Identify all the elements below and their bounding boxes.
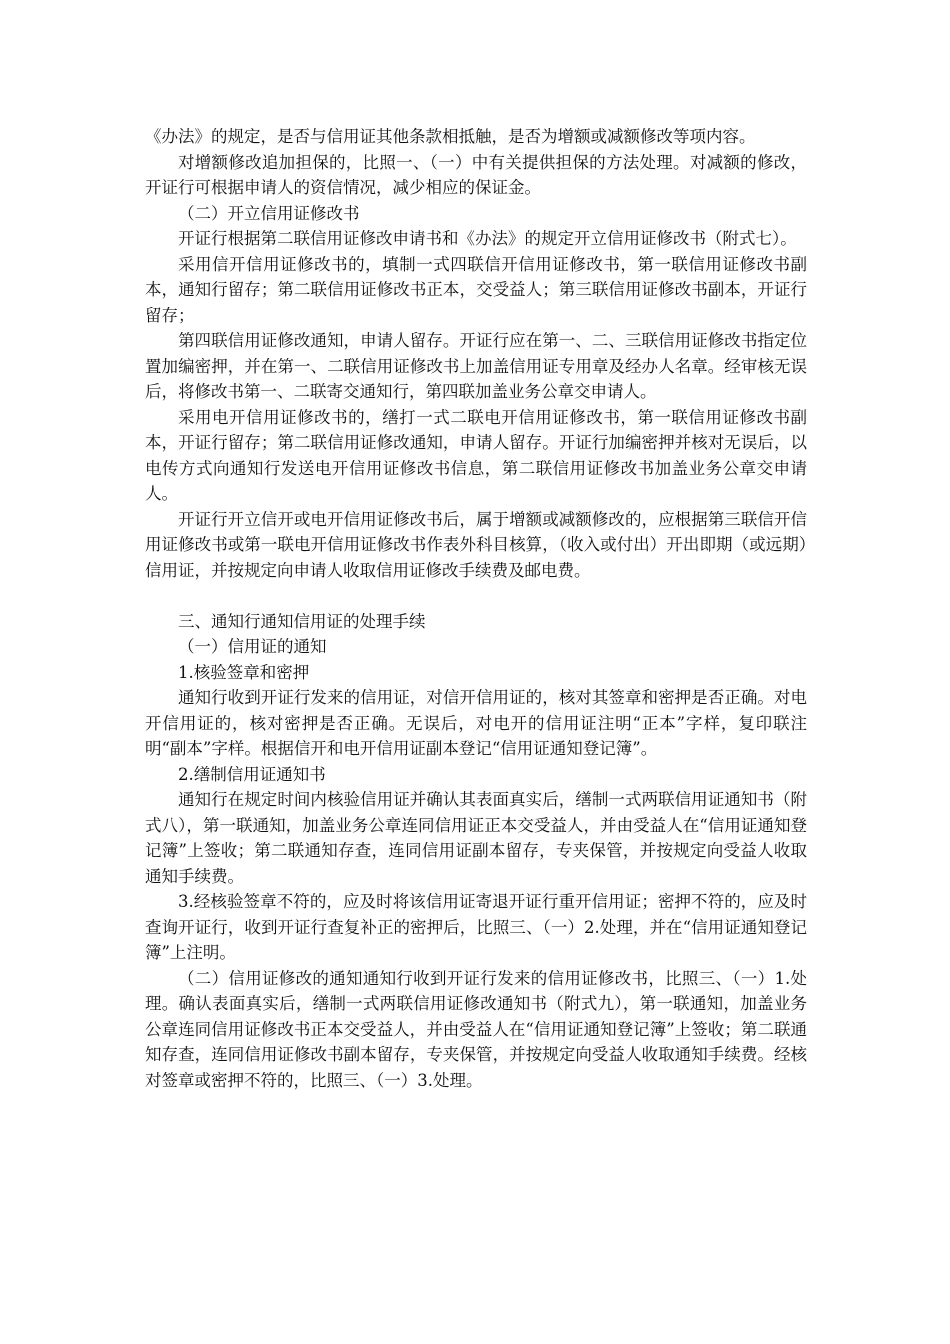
paragraph-verify-signature: 通知行收到开证行发来的信用证，对信开信用证的，核对其签章和密押是否正确。对电开信用证的，核对密押是否正确。无误后，对电开的信用证注明“正本”字样，复印联注明“副本”字样。根据信开和电开信用证副本登记“信用证通知登记簿”。 xyxy=(145,688,807,758)
paragraph-issue-amendment: 开证行根据第二联信用证修改申请书和《办法》的规定开立信用证修改书（附式七）。 xyxy=(178,229,797,248)
paragraph-spacer xyxy=(145,583,807,609)
paragraph-notice-preparation: 通知行在规定时间内核验信用证并确认其表面真实后，缮制一式两联信用证通知书（附式八），第一联通知，加盖业务公章连同信用证正本交受益人，并由受益人在“信用证通知登记簿”上签收；第二联通知存查，连同信用证副本留存，专夹保管，并按规定向受益人收取通知手续费。 xyxy=(145,790,807,886)
paragraph-fourth-copy: 第四联信用证修改通知，申请人留存。开证行应在第一、二、三联信用证修改书指定位置加编密押，并在第一、二联信用证修改书上加盖信用证专用章及经办人名章。经审核无误后，将修改书第一、二联寄交通知行，第四联加盖业务公章交申请人。 xyxy=(145,331,807,401)
subsection-heading-notification: （一）信用证的通知 xyxy=(178,637,327,656)
paragraph-mismatch-handling: 3.经核验签章不符的，应及时将该信用证寄退开证行重开信用证；密押不符的，应及时查询开证行，收到开证行查复补正的密押后，比照三、（一）2.处理，并在“信用证通知登记簿”上注明。 xyxy=(145,892,807,962)
item-heading-verify-signature: 1.核验签章和密押 xyxy=(178,662,310,682)
paragraph-amendment-notification: （二）信用证修改的通知通知行收到开证行发来的信用证修改书，比照三、（一）1.处理。确认表面真实后，缮制一式两联信用证修改通知书（附式九），第一联通知，加盖业务公章连同信用证修改书正本交受益人，并由受益人在“信用证通知登记簿”上签收；第二联通知存查，连同信用证修改书副本留存，专夹保管，并按规定向受益人收取通知手续费。经核对签章或密押不符的，比照三、（一）3.处理。 xyxy=(145,968,807,1090)
paragraph-mail-amendment: 采用信开信用证修改书的，填制一式四联信开信用证修改书，第一联信用证修改书副本，通知行留存；第二联信用证修改书正本，交受益人；第三联信用证修改书副本，开证行留存； xyxy=(145,254,807,325)
paragraph-continuation: 《办法》的规定，是否与信用证其他条款相抵触，是否为增额或减额修改等项内容。 xyxy=(145,127,756,146)
item-heading-notice-preparation: 2.缮制信用证通知书 xyxy=(178,764,326,784)
section-heading-open-amendment: （二）开立信用证修改书 xyxy=(178,203,360,223)
paragraph-accounting: 开证行开立信开或电开信用证修改书后，属于增额或减额修改的，应根据第三联信开信用证修改书或第一联电开信用证修改书作表外科目核算，（收入或付出）开出即期（或远期）信用证，并按规定向申请人收取信用证修改手续费及邮电费。 xyxy=(145,509,807,580)
paragraph-amendment-guarantee: 对增额修改追加担保的，比照一、（一）中有关提供担保的方法处理。对减额的修改，开证行可根据申请人的资信情况，减少相应的保证金。 xyxy=(145,152,807,197)
paragraph-telex-amendment: 采用电开信用证修改书的，缮打一式二联电开信用证修改书，第一联信用证修改书副本，开证行留存；第二联信用证修改通知，申请人留存。开证行加编密押并核对无误后，以电传方式向通知行发送电开信用证修改书信息，第二联信用证修改书加盖业务公章交申请人。 xyxy=(145,407,807,503)
document-page xyxy=(145,124,807,1093)
section-heading-advising-bank: 三、通知行通知信用证的处理手续 xyxy=(178,611,426,631)
